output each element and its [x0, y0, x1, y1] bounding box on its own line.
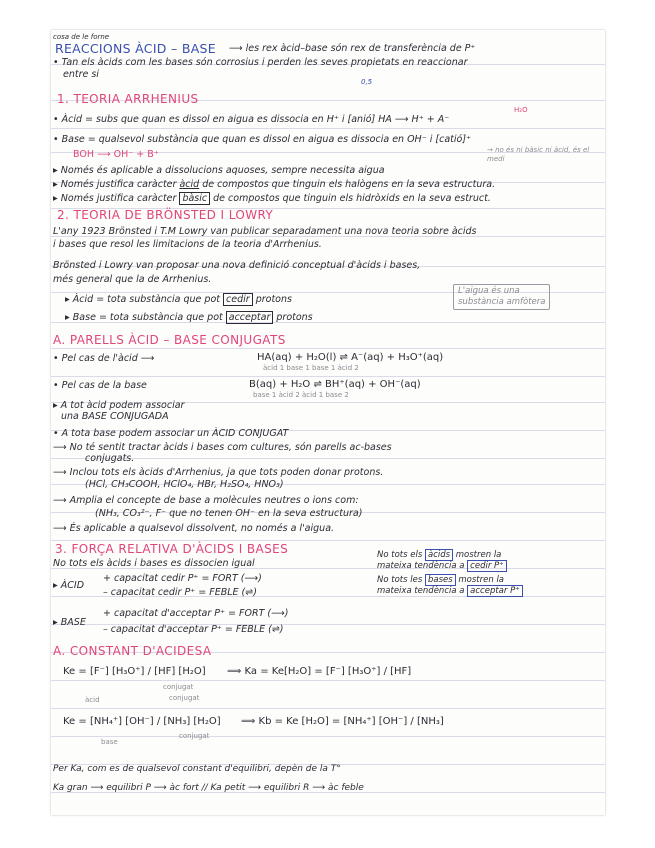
pairs-note-4: ⟶ És aplicable a qualsevol dissolvent, no només a l'aigua. [53, 523, 335, 534]
strength-intro: No tots els àcids i bases es dissocien igual [53, 558, 255, 569]
bases-note-c: mostren la [455, 575, 505, 585]
ka-magnitude-note: Ka gran ⟶ equilibri P ⟶ àc fort // Ka petit ⟶ equilibri R ⟶ àc feble [53, 783, 364, 793]
acid-strong: + capacitat cedir P⁺ = FORT (⟶) [103, 573, 262, 584]
acid-weak: – capacitat cedir P⁺ = FEBLE (⇌) [103, 587, 257, 598]
intro-line-1: • Tan els àcids com les bases són corrosius i perden les seves propietats en reaccionar [53, 57, 468, 68]
section-a-title: A. PARELLS ÀCID – BASE CONJUGATS [53, 333, 286, 347]
limitation-1: ▸ Només és aplicable a dissolucions aquoses, sempre necessita aigua [53, 165, 385, 176]
arrhenius-base-definition: • Base = qualsevol substància que quan es dissol en aigua es dissocia en OH⁻ i [catió]⁺ [53, 134, 472, 145]
page-title: REACCIONS ÀCID – BASE [55, 41, 216, 56]
bases-note-box: bases [425, 574, 456, 586]
base-case-equation: B(aq) + H₂O ⇌ BH⁺(aq) + OH⁻(aq) [249, 379, 421, 390]
intro-line-2: entre si [63, 69, 99, 80]
limitation-2 [53, 179, 495, 191]
acids-note-c: mostren la [453, 550, 502, 560]
pairs-note-2b: (HCl, CH₃COOH, HClO₄, HBr, H₂SO₄, HNO₃) [85, 479, 284, 490]
notebook-page [51, 30, 605, 815]
pairs-note-3b: (NH₃, CO₃²⁻, F⁻ que no tenen OH⁻ en la seva estructura) [95, 508, 363, 519]
kb-equilibrium-expression: Ke = [NH₄⁺] [OH⁻] / [NH₃] [H₂O] [63, 716, 221, 727]
strength-acids-note [377, 550, 507, 572]
acid-strength-label: ▸ ÀCID [53, 580, 85, 591]
base-strong: + capacitat d'acceptar P⁺ = FORT (⟶) [103, 608, 289, 619]
reaction-arrow-label: H₂O [514, 106, 528, 114]
acidity-constant-title: A. CONSTANT D'ACIDESA [53, 644, 212, 658]
pairs-note-2a: ⟶ Inclou tots els àcids d'Arrhenius, ja que tots poden donar protons. [53, 467, 384, 478]
title-definition: ⟶ les rex àcid–base són rex de transferència de P⁺ [229, 43, 476, 54]
conjugate-base-line-2: una BASE CONJUGADA [61, 411, 169, 422]
acids-note-e: cedir P⁺ [467, 560, 506, 572]
bronsted-acid-definition [65, 294, 292, 306]
bronsted-paragraph-2: i bases que resol les limitacions de la teoria d'Arrhenius. [53, 239, 322, 250]
kb-expression: ⟹ Kb = Ke [H₂O] = [NH₄⁺] [OH⁻] / [NH₃] [241, 716, 444, 727]
limitation-3 [53, 193, 491, 205]
base-strength-label: ▸ BASE [53, 617, 86, 628]
limitation-3-post: de compostos que tinguin els hidròxids en la seva estruct. [210, 193, 491, 204]
arrhenius-base-equation: BOH ⟶ OH⁻ + B⁺ [73, 149, 159, 160]
bronsted-base-pre: ▸ Base = tota substància que pot [65, 312, 226, 323]
bronsted-paragraph-3: Brönsted i Lowry van proposar una nova definició conceptual d'àcids i bases, [53, 260, 421, 271]
bronsted-base-box: acceptar [226, 311, 274, 324]
side-note-medium: → no és ni bàsic ni àcid, és el medi [487, 146, 590, 163]
section-2-title: 2. TEORIA DE BRÖNSTED I LOWRY [57, 208, 274, 222]
bronsted-paragraph-4: més general que la de Arrhenius. [53, 274, 212, 285]
acid-case-equation: HA(aq) + H₂O(l) ⇌ A⁻(aq) + H₃O⁺(aq) [257, 352, 444, 363]
section-1-title: 1. TEORIA ARRHENIUS [57, 92, 199, 106]
conjugate-base-line-1: ▸ A tot àcid podem associar [53, 400, 185, 411]
bronsted-base-post: protons [273, 312, 313, 323]
bronsted-base-definition [65, 312, 313, 324]
pairs-note-3a: ⟶ Amplia el concepte de base a molècules neutres o ions com: [53, 495, 359, 506]
ka-expression: ⟹ Ka = Ke[H₂O] = [F⁻] [H₃O⁺] / [HF] [227, 666, 412, 677]
acids-note-a: No tots els [377, 550, 425, 560]
kb-annotation-conjugate: conjugat [179, 732, 210, 740]
pairs-note-1b: conjugats. [85, 453, 135, 464]
ka-annotation-conjugate-2: conjugat [169, 694, 200, 702]
bronsted-paragraph-1: L'any 1923 Brönsted i T.M Lowry van publicar separadament una nova teoria sobre àcids [53, 226, 477, 237]
base-case-label: • Pel cas de la base [53, 380, 147, 391]
limitation-2-word: àcid [179, 179, 200, 190]
ka-annotation-acid: àcid [85, 696, 100, 704]
bases-note-d: mateixa tendència a [377, 586, 468, 596]
bronsted-acid-box: cedir [223, 293, 253, 306]
limitation-2-post: de compostos que tinguin els halògens en la seva estructura. [199, 179, 496, 190]
bronsted-acid-pre: ▸ Àcid = tota substància que pot [65, 294, 224, 305]
limitation-3-word: bàsic [179, 192, 210, 205]
ka-annotation-conjugate: conjugat [163, 683, 194, 691]
amphoteric-note-line-1: L'aigua és una [458, 286, 520, 296]
limitation-3-pre: ▸ Només justifica caràcter [53, 193, 180, 204]
bases-note-e: acceptar P⁺ [467, 585, 523, 597]
acids-note-box: àcids [425, 549, 453, 561]
bronsted-acid-post: protons [252, 294, 292, 305]
kb-annotation-base: base [101, 738, 118, 746]
base-case-labels: base 1 àcid 2 àcid 1 base 2 [253, 391, 349, 399]
pairs-note-1a: ⟶ No té sentit tractar àcids i bases com cultures, són parells ac-bases [53, 442, 392, 453]
amphoteric-note-box [453, 284, 550, 310]
limitation-2-pre: ▸ Només justifica caràcter [53, 179, 180, 190]
base-weak: – capacitat d'acceptar P⁺ = FEBLE (⇌) [103, 624, 284, 635]
margin-mark: 0,5 [361, 78, 373, 86]
bases-note-a: No tots les [377, 575, 425, 585]
acids-note-d: mateixa tendència a [377, 561, 468, 571]
header-tag: cosa de le forne [53, 33, 110, 41]
acid-case-label: • Pel cas de l'àcid ⟶ [53, 353, 155, 364]
strength-bases-note [377, 575, 523, 597]
arrhenius-acid-definition: • Àcid = subs que quan es dissol en aigua es dissocia en H⁺ i [anió] HA ⟶ H⁺ + A⁻ [53, 114, 450, 125]
conjugate-acid-line: • A tota base podem associar un ÀCID CONJUGAT [53, 428, 289, 439]
acid-case-labels: àcid 1 base 1 base 1 àcid 2 [263, 364, 359, 372]
ka-temperature-note: Per Ka, com es de qualsevol constant d'equilibri, depèn de la T° [53, 764, 341, 774]
section-3-title: 3. FORÇA RELATIVA D'ÀCIDS I BASES [55, 542, 289, 556]
ka-equilibrium-expression: Ke = [F⁻] [H₃O⁺] / [HF] [H₂O] [63, 666, 206, 677]
amphoteric-note-line-2: substància amfòtera [458, 297, 546, 307]
